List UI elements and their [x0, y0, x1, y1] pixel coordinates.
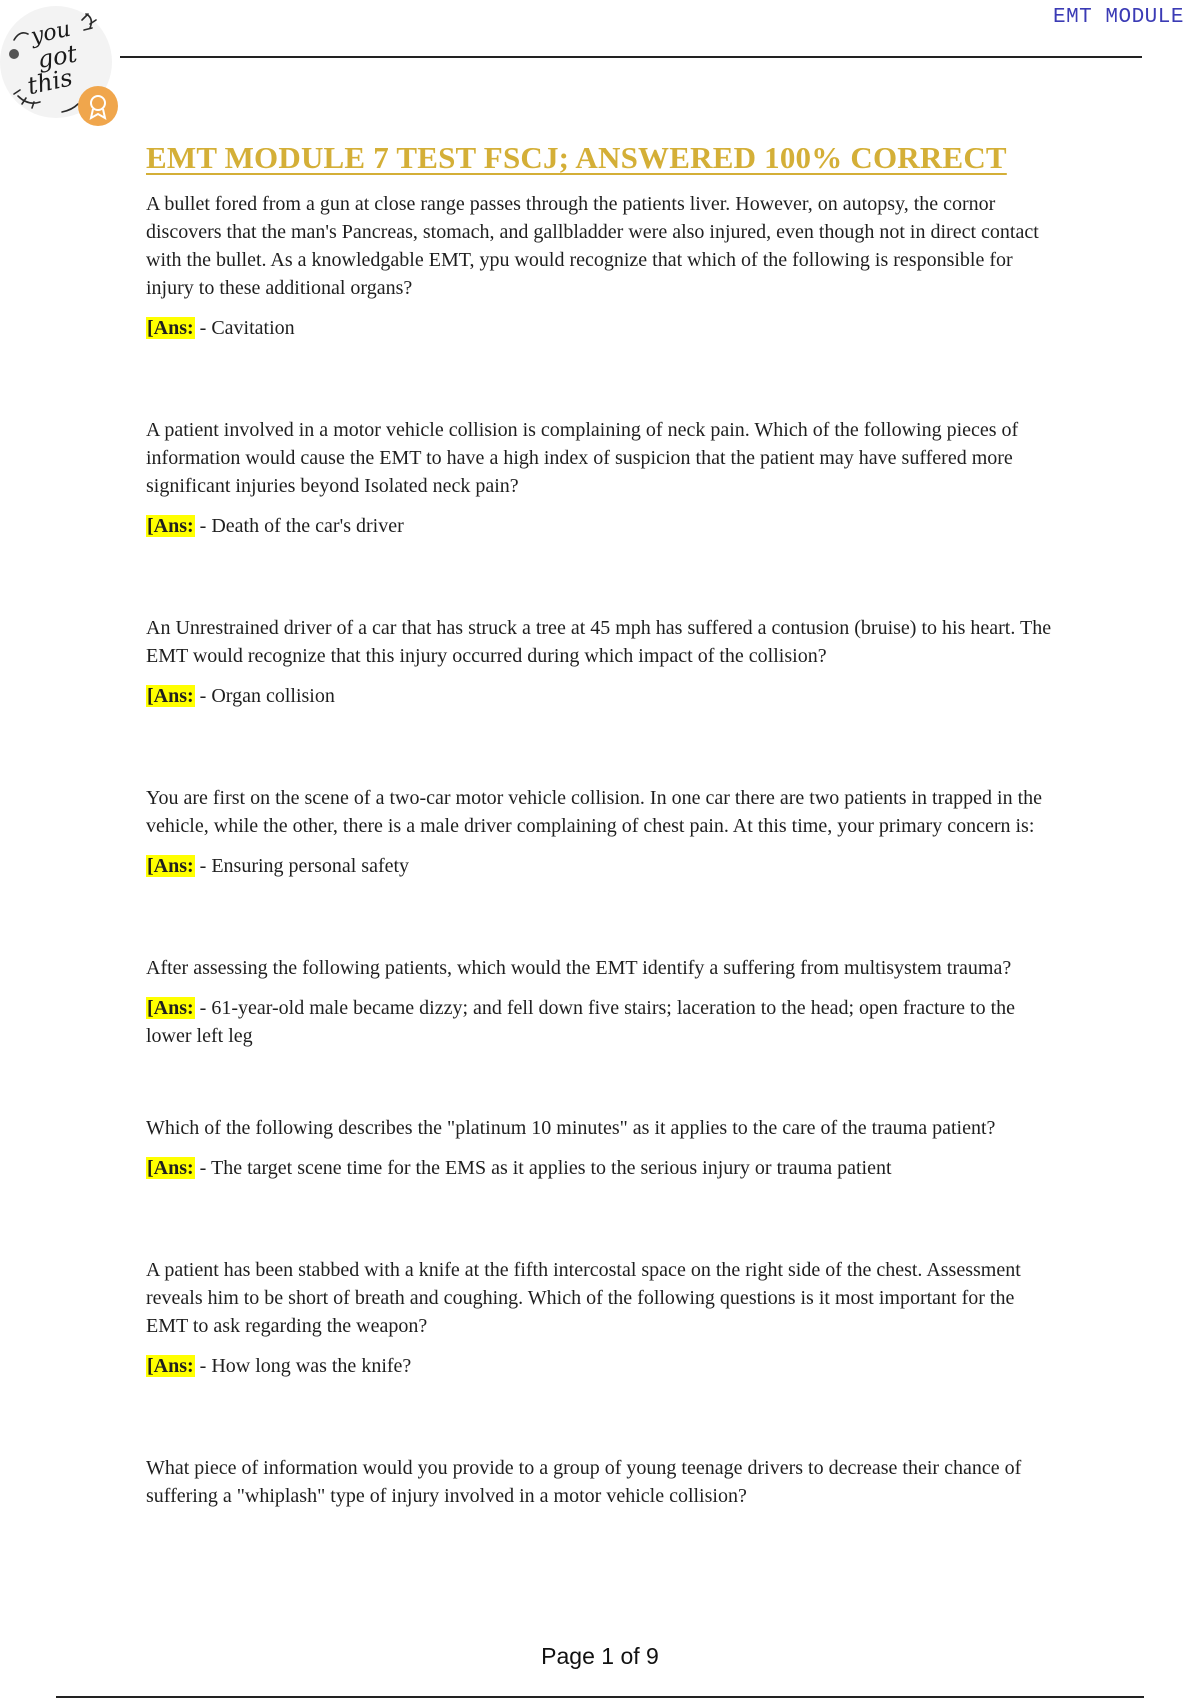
question-text: What piece of information would you provide to a group of young teenage drivers to decrease their chance of suffering a "whiplash" type of injury involved in a motor vehicle collision?	[146, 1457, 1022, 1507]
qa-item-7	[146, 1256, 1056, 1380]
svg-text:you: you	[28, 16, 73, 50]
qa-item-4	[146, 784, 1056, 880]
qa-item-8	[146, 1454, 1056, 1510]
header-module-tag: EMT MODULE	[1052, 6, 1184, 29]
footer-divider	[56, 1696, 1144, 1698]
answer-line	[146, 314, 1056, 342]
answer-label: [Ans:	[147, 1157, 194, 1179]
answer-label: [Ans:	[147, 1355, 194, 1377]
question-text: A patient has been stabbed with a knife at the fifth intercostal space on the right side of the chest. Assessment reveals him to be short of breath and coughing. Which of the following questions is it most important for the EMT to ask regarding the weapon?	[146, 1259, 1021, 1337]
qa-item-1	[146, 190, 1056, 342]
qa-item-2	[146, 416, 1056, 540]
logo	[0, 0, 122, 128]
question-text: You are first on the scene of a two-car motor vehicle collision. In one car there are two patients in trapped in the vehicle, while the other, there is a male driver complaining of chest pain. At this time, your primary concern is:	[146, 787, 1042, 837]
answer-line	[146, 994, 1056, 1050]
question-text: A bullet fored from a gun at close range passes through the patients liver. However, on autopsy, the cornor discovers that the man's Pancreas, stomach, and gallbladder were also injured, even though not in direct contact with the bullet. As a knowledgable EMT, ypu would recognize that which of the following is responsible for injury to these additional organs?	[146, 193, 1039, 299]
answer-line	[146, 1352, 1056, 1380]
answer-line	[146, 512, 1056, 540]
document-title: EMT MODULE 7 TEST FSCJ; ANSWERED 100% CORRECT	[146, 140, 1007, 175]
qa-item-3	[146, 614, 1056, 710]
answer-text: - Ensuring personal safety	[194, 855, 410, 877]
qa-item-6	[146, 1114, 1056, 1182]
question-text: Which of the following describes the "platinum 10 minutes" as it applies to the care of the trauma patient?	[146, 1117, 996, 1139]
answer-text: - Cavitation	[194, 317, 295, 339]
answer-text: - Death of the car's driver	[194, 515, 404, 537]
svg-text:got: got	[35, 39, 80, 74]
answer-label: [Ans:	[147, 855, 194, 877]
header-divider	[120, 56, 1142, 58]
question-text: A patient involved in a motor vehicle collision is complaining of neck pain. Which of the following pieces of information would cause the EMT to have a high index of suspicion that the patient may have suffered more significant injuries beyond Isolated neck pain?	[146, 419, 1019, 497]
answer-text: - 61-year-old male became dizzy; and fell down five stairs; laceration to the head; open fracture to the lower left leg	[146, 997, 1016, 1047]
answer-label: [Ans:	[147, 685, 194, 707]
page-number: Page 1 of 9	[541, 1643, 659, 1669]
answer-text: - How long was the knife?	[194, 1355, 412, 1377]
answer-label: [Ans:	[147, 997, 194, 1019]
you-got-this-logo-icon	[0, 0, 122, 128]
question-text: After assessing the following patients, which would the EMT identify a suffering from multisystem trauma?	[146, 957, 1012, 979]
answer-label: [Ans:	[147, 515, 194, 537]
qa-item-5	[146, 954, 1056, 1050]
svg-text:this: this	[24, 63, 75, 101]
answer-line	[146, 852, 1056, 880]
answer-line	[146, 682, 1056, 710]
answer-text: - Organ collision	[194, 685, 335, 707]
document-body	[146, 140, 1056, 1510]
answer-label: [Ans:	[147, 317, 194, 339]
question-text: An Unrestrained driver of a car that has struck a tree at 45 mph has suffered a contusion (bruise) to his heart. The EMT would recognize that this injury occurred during which impact of the collision?	[146, 617, 1052, 667]
answer-line	[146, 1154, 1056, 1182]
answer-text: - The target scene time for the EMS as it applies to the serious injury or trauma patient	[194, 1157, 892, 1179]
